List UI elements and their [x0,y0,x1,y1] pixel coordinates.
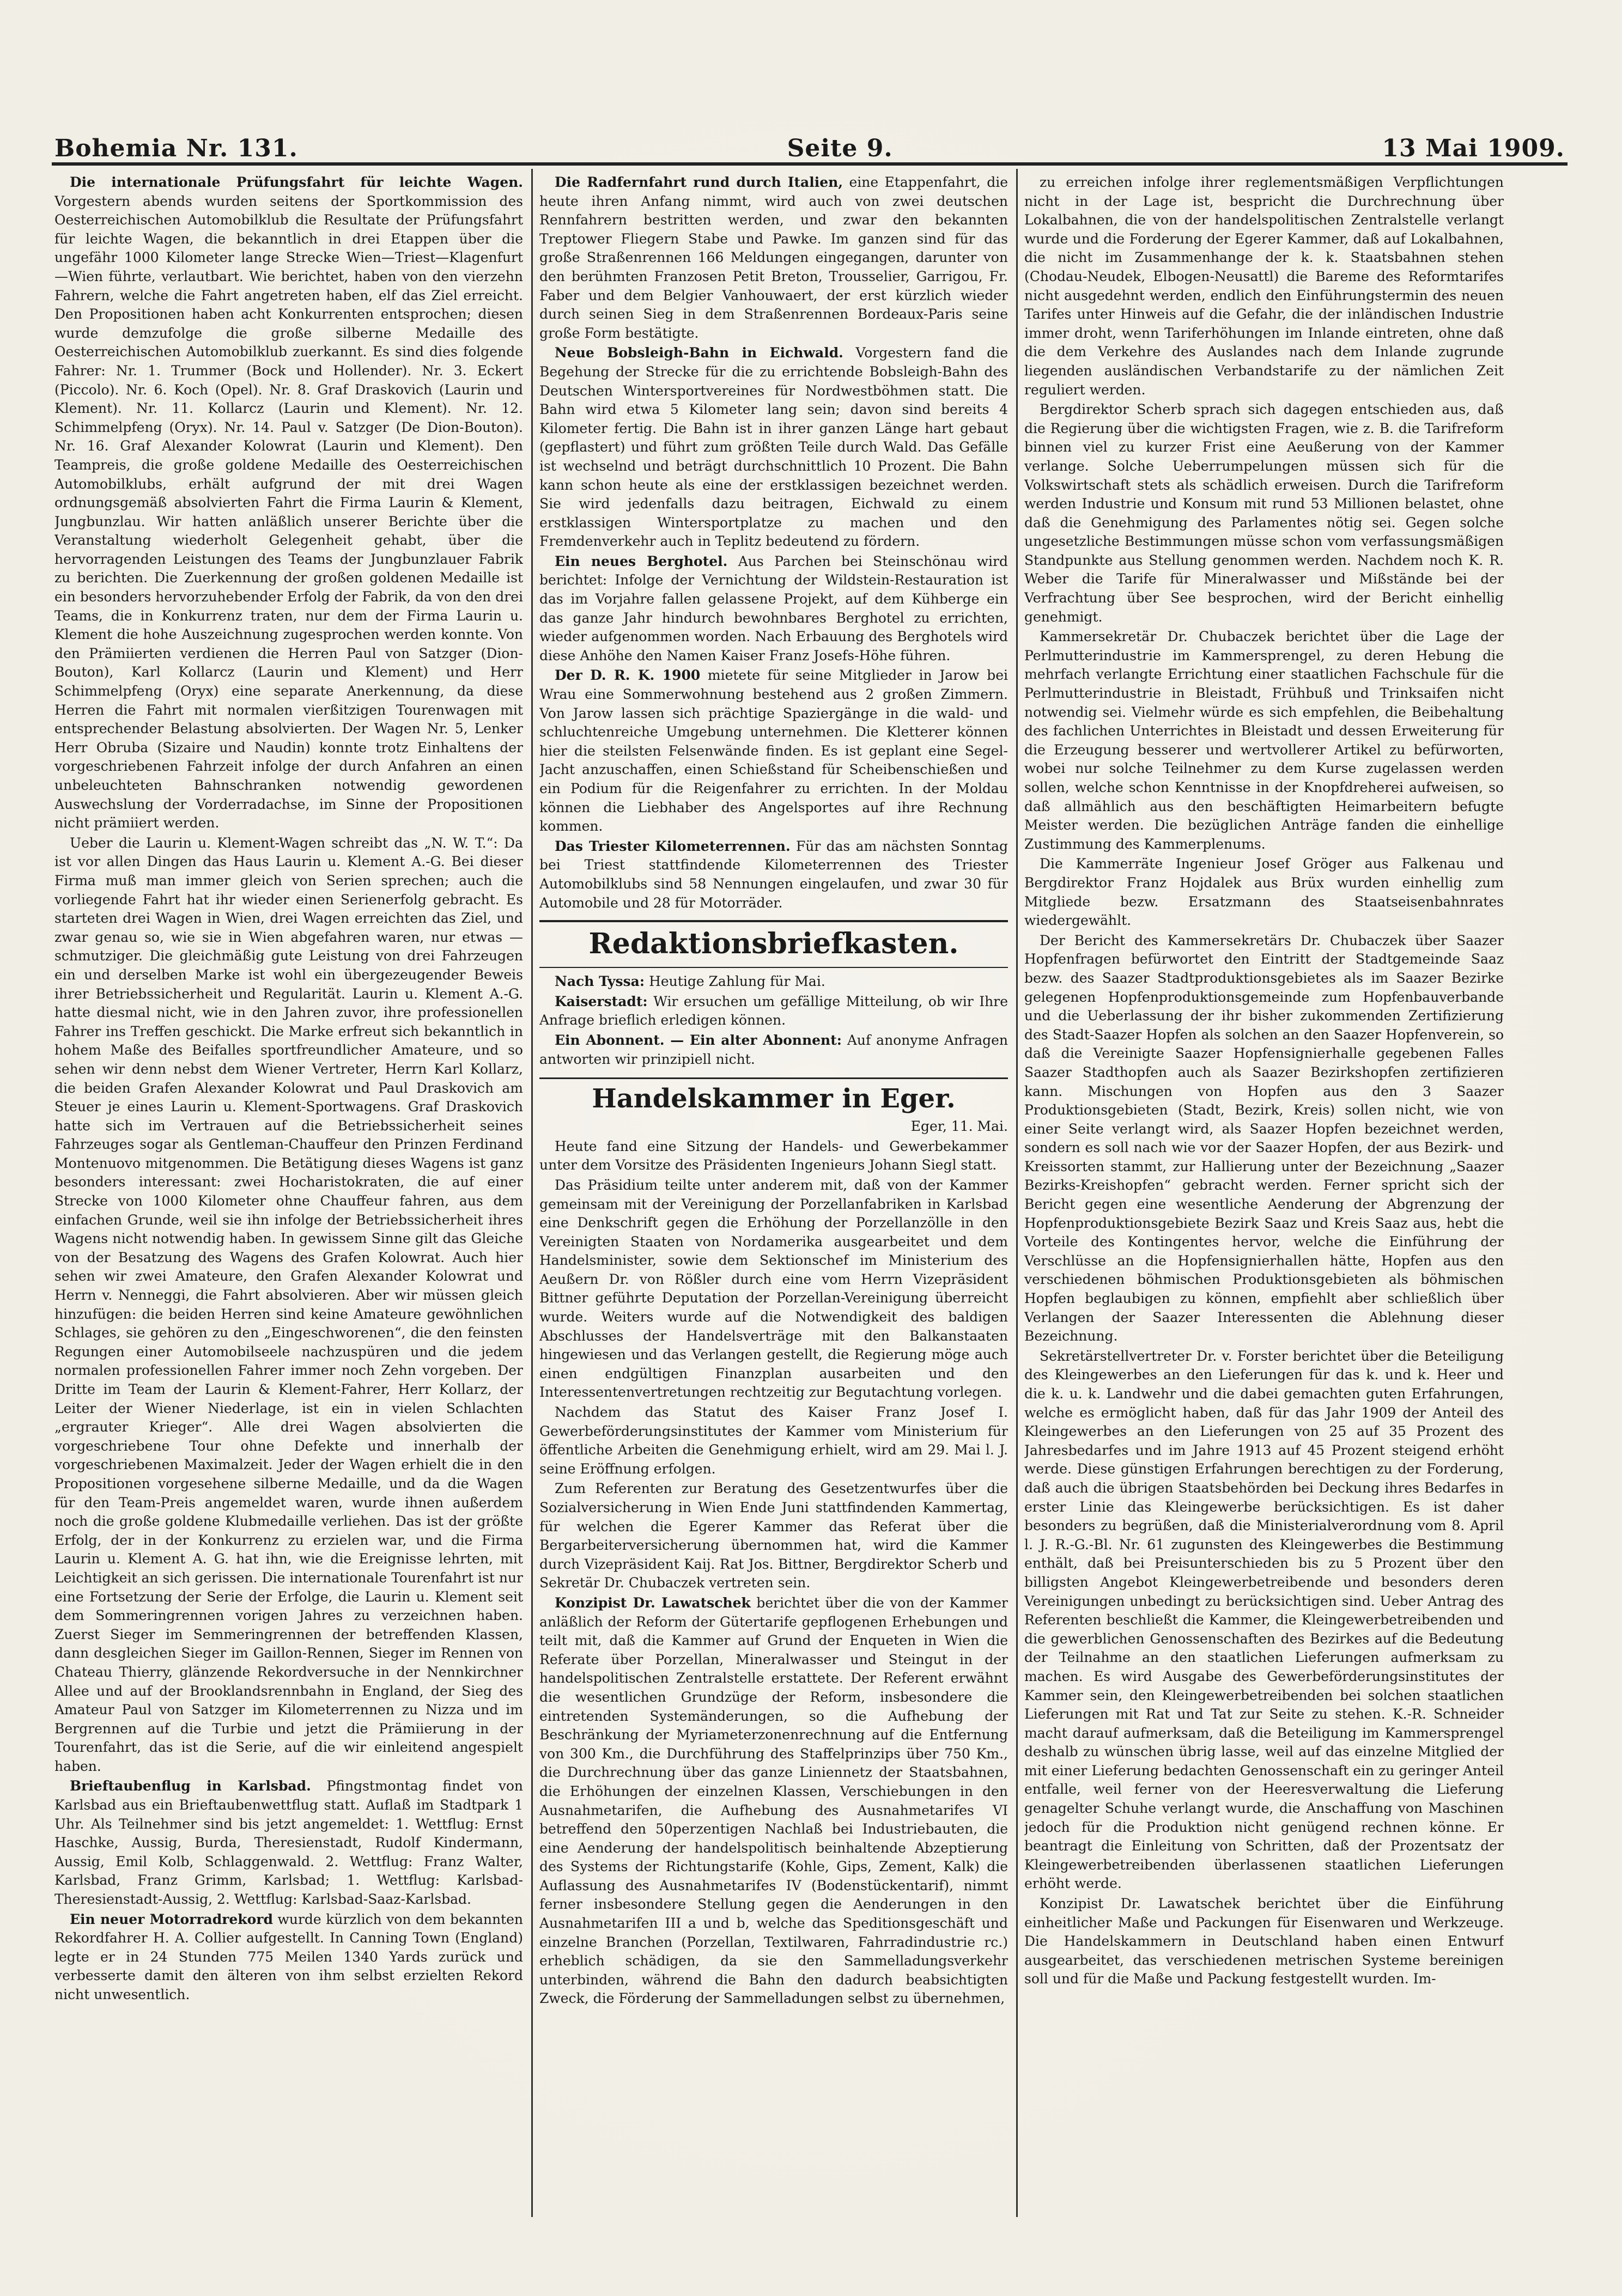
article-headline: Kaiserstadt: [555,993,648,1009]
section-heading: Redaktionsbriefkasten. [539,920,1008,968]
article-paragraph [1024,173,1504,399]
article-text: Kammersekretär Dr. Chubaczek berichtet über die Lage der Perlmutterindustrie im Kammersprengel, zu deren Hebung die mehrfach verlangte Errichtung einer staatlichen Fachschule für die Perlmutterindustrie in Bleistadt, Frühbuß und Trinksaifen nicht notwendig sei. Vielmehr würde es sich empfehlen, die Beibehaltung des fachlichen Unterrichtes in Bleistadt und dessen Erweiterung für die Erzeugung besserer und wertvollerer Artikel zu befürworten, wobei nur solche Teilnehmer zu dem Kurse zugelassen werden sollen, welche schon Kenntnisse in der Knopfdreherei aufweisen, so daß allmählich aus den beschäftigten Heimarbeitern befugte Meister werden. Die bezüglichen Anträge fanden die einhellige Zustimmung des Kammerplenums. [1024,629,1504,852]
article-text: Pfingstmontag findet von Karlsbad aus ein Brieftaubenwettflug statt. Auflaß im Stadtpark 1 Uhr. Als Teilnehmer sind bis jetzt angemeldet: 1. Wettflug: Ernst Haschke, Aussig, Burda, Theresienstadt, Rudolf Kindermann, Aussig, Emil Kolb, Schlaggenwald. 2. Wettflug: Franz Walter, Karlsbad, Franz Grimm, Karlsbad; 1. Wettflug: Karlsbad-Theresienstadt-Aussig, 2. Wettflug: Karlsbad-Saaz-Karlsbad. [54,1778,523,1908]
article-text: Ueber die Laurin u. Klement-Wagen schreibt das „N. W. T.“: Da ist vor allen Dingen das Haus Laurin u. Klement A.-G. Bei dieser Firma muß man immer gleich von Serien sprechen; auch die vorliegende Fahrt hat ihr wieder einen Serienerfolg gebracht. Es starteten drei Wagen in Wien, drei Wagen erreichten das Ziel, und zwar genau so, wie sie in Wien abgefahren waren, nur etwas — schmutziger. Die gleichmäßig gute Leistung von drei Fahrzeugen ein und derselben Marke ist wohl ein übergezeugender Beweis ihrer Betriebssicherheit und Regularität. Laurin u. Klement A.-G. hatte diesmal nicht, wie in den Jahren zuvor, ihre professionellen Fahrer ins Treffen geschickt. Die Marke erfreut sich bekanntlich in hohem Maße des Beifalles sportfreundlicher Amateure, und so sehen wir denn nebst dem Wiener Vertreter, Herrn Karl Kollarz, die beiden Grafen Alexander Kolowrat und Paul Draskovich am Steuer je eines Laurin u. Klement-Sportwagens. Graf Draskovich hatte sich im Vertrauen auf die Betriebssicherheit seines Fahrzeuges sogar als Gentleman-Chauffeur den Prinzen Ferdinand Montenuovo mitgenommen. Die Betätigung dieses Wagens ist ganz besonders interessant: zwei Hocharistokraten, die auf einer Strecke von 1000 Kilometer ohne Chauffeur fahren, aus dem einfachen Grunde, weil sie ihn infolge der Betriebssicherheit ihres Wagens nicht notwendig haben. In gewissem Sinne gilt das Gleiche von der Besatzung des Wagens des Grafen Kolowrat. Auch hier sehen wir zwei Amateure, den Grafen Alexander Kolowrat und Herrn v. Nenneggi, die Fahrt absolvieren. Aber wir müssen gleich hinzufügen: die beiden Herren sind keine Amateure gewöhnlichen Schlages, sie gehören zu den „Eingeschworenen“, die den feinsten Regungen einer Automobilseele nachzuspüren und die jedem normalen professionellen Fahrer immer noch Zehn vorgeben. Der Dritte im Team der Laurin & Klement-Fahrer, Herr Kollarz, der Leiter der Wiener Niederlage, ist ein in vielen Schlachten „ergrauter Krieger“. Alle drei Wagen absolvierten die vorgeschriebene Tour ohne Defekte und innerhalb der vorgeschriebenen Maximalzeit. Jeder der Wagen erhielt die in den Propositionen vorgesehene silberne Medaille, und da die Wagen für den Team-Preis angemeldet waren, wurde ihnen außerdem noch die große goldene Klubmedaille verliehen. Das ist der größte Erfolg, der in der Konkurrenz zu erzielen war, und die Firma Laurin u. Klement A. G. hat ihn, wie die Ereignisse lehrten, mit Leichtigkeit an sich gerissen. Die internationale Tourenfahrt ist nur eine Fortsetzung der Serie der Erfolge, die Laurin u. Klement seit dem Sommeringrennen vorigen Jahres zu verzeichnen haben. Zuerst Sieger im Semmeringrennen der betreffenden Klassen, dann desgleichen Sieger im Gaillon-Rennen, Sieger im Rennen von Chateau Thierry, glänzende Rekordversuche in der Nennkirchner Allee und auf der Brooklandsrennbahn in England, der Sieg des Amateur Paul von Satzger im Kilometerrennen zu Nizza und im Bergrennen auf die Turbie und jetzt die Prämiierung in der Tourenfahrt, das ist die Serie, auf die wir einleitend angespielt haben. [54,835,523,1774]
article-paragraph [539,972,1008,991]
article-paragraph [539,992,1008,1030]
article-text: Der Bericht des Kammersekretärs Dr. Chubaczek über Saazer Hopfenfragen befürwortet den Eintritt der Stadtgemeinde Saaz bezw. des Saazer Stadtproduktionsgebietes als im Saazer Bezirke gelegenen Hopfenproduktionsgemeinde zum Hopfenbauverbande und die Ueberlassung der ihr bisher zukommenden Zertifizierung des Stadt-Saazer Hopfen als solchen an den Saazer Hopfenverein, so daß die Vereinigte Saazer Hopfensignierhalle gegebenen Falles Saazer Stadthopfen auch als Saazer Bezirkshopfen zertifizieren kann. Mischungen von Hopfen aus den 3 Saazer Produktionsgebieten (Stadt, Bezirk, Kreis) sollen nicht, wie von einer Seite verlangt wird, als Saazer Hopfen bezeichnet werden, sondern es soll nach wie vor der Saazer Hopfen, der aus Bezirk- und Kreissorten stammt, zur Hallierung unter der Bezeichnung „Saazer Bezirks-Kreishopfen“ gebracht werden. Ferner spricht sich der Bericht gegen eine wesentliche Aenderung der Abgrenzung der Hopfenproduktionsgebiete Bezirk Saaz und Kreis Saaz aus, hebt die Vorteile des Kontingentes hervor, welche die Einführung der Verschlüsse an die Hopfensignierhallen hätte, Hopfen aus den verschiedenen böhmischen Produktionsgebieten als böhmischen Hopfen beglaubigen zu können, empfiehlt aber schließlich über Verlangen der Saazer Interessenten die Ablehnung dieser Bezeichnung. [1024,932,1504,1344]
article-paragraph [54,173,523,833]
column-rule [1016,169,1018,2217]
article-text: Auf anonyme Anfragen antworten wir prinzipiell nicht. [539,1032,1008,1067]
article-paragraph [1024,628,1504,854]
column-rule [531,169,533,2217]
article-text: Aus Parchen bei Steinschönau wird berichtet: Infolge der Vernichtung der Wildstein-Restauration ist das im Vorjahre fallen gelassene Projekt, auf dem Kühberge ein das ganze Jahr hindurch bewohnbares Berghotel zu errichten, wieder aufgenommen worden. Nach Erbauung des Berghotels wird diese Anhöhe den Namen Kaiser Franz Josefs-Höhe führen. [539,553,1008,663]
header-right: 13 Mai 1909. [1382,135,1565,162]
article-text: Zum Referenten zur Beratung des Gesetzentwurfes über die Sozialversicherung in Wien Ende Juni stattfindenden Kammertag, für welchen die Egerer Kammer das Referat über die Bergarbeiterversicherung übernommen hat, wird die Kammer durch Vizepräsident Kaij. Rat Jos. Bittner, Bergdirektor Scherb und Sekretär Dr. Chubaczek vertreten sein. [539,1481,1008,1591]
article-paragraph [1024,931,1504,1346]
article-headline: Die internationale Prüfungsfahrt für leichte Wagen. [70,174,523,190]
header-center: Seite 9. [787,135,893,162]
article-paragraph [539,1403,1008,1478]
article-text: Heutige Zahlung für Mai. [649,973,825,990]
article-text: Wir ersuchen um gefällige Mitteilung, ob wir Ihre Anfrage brieflich erledigen können. [539,993,1008,1028]
article-paragraph [54,1777,523,1909]
article-paragraph [54,1910,523,2005]
article-text: eine Etappenfahrt, die heute ihren Anfang nimmt, wird auch von zwei deutschen Rennfahrern bestritten werden, und zwar den bekannten Treptower Fliegern Stabe und Pawke. Im ganzen sind für das große Straßenrennen 166 Meldungen eingegangen, darunter von den berühmten Franzosen Petit Breton, Trousselier, Garrigou, Fr. Faber und dem Belgier Vanhouwaert, der erst kürzlich wieder durch seinen Sieg in dem Straßenrennen Bordeaux-Paris seine große Form bestätigte. [539,174,1008,341]
article-paragraph [1024,1895,1504,1989]
article-text: zu erreichen infolge ihrer reglementsmäßigen Verpflichtungen nicht in der Lage ist, bespricht die Durchrechnung über Lokalbahnen, die von der handelspolitischen Zentralstelle verlangt wurde und die Forderung der Egerer Kammer, daß auf Lokalbahnen, die nicht im Zusammenhange der k. k. Staatsbahnen stehen (Chodau-Neudek, Elbogen-Neusattl) die Bareme des Reformtarifes nicht ausgedehnt werden, endlich den Einführungstermin des neuen Tarifes unter Hinweis auf die Gefahr, die der inländischen Industrie immer droht, wenn Tariferhöhungen im Inlande eintreten, ohne daß die dem Verkehre des Auslandes nach dem Inlande zugrunde liegenden ausländischen Verbandstarife zu der nämlichen Zeit reguliert werden. [1024,174,1504,398]
column-1 [54,173,523,2210]
header-left: Bohemia Nr. 131. [54,135,298,162]
article-text: Das Präsidium teilte unter anderem mit, daß von der Kammer gemeinsam mit der Vereinigung der Porzellanfabriken in Karlsbad eine Denkschrift gegen die Erhöhung der Porzellanzölle in den Vereinigten Staaten von Nordamerika ausgearbeitet und dem Handelsminister, sowie dem Sektionschef im Ministerium des Aeußern Dr. von Rößler durch eine vom Herrn Vizepräsident Bittner geführte Deputation der Porzellan-Vereinigung überreicht wurde. Weiters wurde auf die Notwendigkeit des baldigen Abschlusses der Handelsverträge mit den Balkanstaaten hingewiesen und das Verlangen gestellt, die Regierung möge auch einen endgültigen Finanzplan ausarbeiten und den Interessentenvertretungen rechtzeitig zur Begutachtung vorlegen. [539,1177,1008,1400]
article-text: Vorgestern abends wurden seitens der Sportkommission des Oesterreichischen Automobilklub die Resultate der Prüfungsfahrt für leichte Wagen, die bekanntlich in drei Etappen über die ungefähr 1000 Kilometer lange Strecke Wien—Triest—Klagenfurt—Wien führte, verlautbart. Wie berichtet, haben von den vierzehn Fahrern, welche die Fahrt angetreten haben, elf das Ziel erreicht. Den Propositionen haben acht Konkurrenten entsprochen; diesen wurde demzufolge die große silberne Medaille des Oesterreichischen Automobilklub zuerkannt. Es sind dies folgende Fahrer: Nr. 1. Trummer (Bock und Hollender). Nr. 3. Eckert (Piccolo). Nr. 6. Koch (Opel). Nr. 8. Graf Draskovich (Laurin und Klement). Nr. 11. Kollarcz (Laurin und Klement). Nr. 12. Schimmelpfeng (Oryx). Nr. 14. Paul v. Satzger (De Dion-Bouton). Nr. 16. Graf Alexander Kolowrat (Laurin und Klement). Den Teampreis, die große goldene Medaille des Oesterreichischen Automobilklubs, erhält aufgrund der mit drei Wagen ordnungsgemäß absolvierten Fahrt die Firma Laurin & Klement, Jungbunzlau. Wir hatten anläßlich unserer Berichte über die Veranstaltung wiederholt Gelegenheit gehabt, über die hervorragenden Leistungen des Teams der Jungbunzlauer Fabrik zu berichten. Die Zuerkennung der großen goldenen Medaille ist ein besonders hervorzuhebender Erfolg der Fabrik, da von den drei Teams, die in Konkurrenz traten, nur dem der Firma Laurin u. Klement die hohe Auszeichnung zugesprochen werden konnte. Von den Prämiierten verdienen die Herren Paul von Satzger (Dion-Bouton), Karl Kollarcz (Laurin und Klement) und Herr Schimmelpfeng (Oryx) eine separate Anerkennung, da diese Herren die Fahrt mit normalen vierßitzigen Tourenwagen mit entsprechender Belastung absolvierten. Der Wagen Nr. 5, Lenker Herr Obruba (Sizaire und Naudin) konnte trotz Einhaltens der vorgeschriebenen Fahrzeit infolge der durch Anfahren an einen unbeleuchteten Bahnschranken notwendig gewordenen Auswechslung der Vorderradachse, im Sinne der Propositionen nicht prämiiert werden. [54,193,523,831]
article-paragraph [1024,400,1504,626]
article-text: Für das am nächsten Sonntag bei Triest stattfindende Kilometerrennen des Triester Automobilklubs sind 58 Nennungen eingelaufen, und zwar 30 für Automobile und 28 für Motorräder. [539,838,1008,911]
article-paragraph [539,1031,1008,1069]
article-headline: Der D. R. K. 1900 [555,667,701,684]
article-text: Konzipist Dr. Lawatschek berichtet über die Einführung einheitlicher Maße und Packungen für Eisenwaren und Werkzeuge. Die Handelskammern in Deutschland haben einen Entwurf ausgearbeitet, das verschiedenen metrischen Systeme bereinigen soll und für die Maße und Packung festgestellt wurden. Im- [1024,1896,1504,1987]
article-paragraph [539,837,1008,912]
article-headline: Konzipist Dr. Lawatschek [555,1594,751,1611]
article-text: Vorgestern fand die Begehung der Strecke für die zu errichtende Bobsleigh-Bahn des Deutschen Wintersportvereines für Nordwestböhmen statt. Die Bahn wird etwa 5 Kilometer lang sein; davon sind bereits 4 Kilometer fertig. Die Bahn ist in ihrer ganzen Länge hart gebaut (gepflastert) und führt zum größten Teile durch Wald. Das Gefälle ist wechselnd und beträgt durchschnittlich 10 Prozent. Die Bahn kann schon heute als eine der erstklassigen bezeichnet werden. Sie wird jedenfalls dazu beitragen, Eichwald zu einem erstklassigen Wintersportplatze zu machen und den Fremdenverkehr auch in Teplitz bedeutend zu fördern. [539,345,1008,550]
article-paragraph [539,1594,1008,2008]
article-paragraph [1024,855,1504,930]
article-text: mietete für seine Mitglieder in Jarow bei Wrau eine Sommerwohnung bestehend aus 2 großen Zimmern. Von Jarow lassen sich prächtige Spaziergänge in die wald- und schluchtenreiche Umgebung unternehmen. Die Kletterer können hier die steilsten Felsenwände finden. Es ist geplant eine Segel-Jacht anzuschaffen, einen Schießstand für Scheibenschießen und ein Podium für die Reigenfahrer zu errichten. In der Moldau können die Liebhaber des Angelsportes auf ihre Rechnung kommen. [539,667,1008,835]
article-paragraph [539,1479,1008,1593]
article-headline: Nach Tyssa: [555,973,645,990]
article-text: berichtet über die von der Kammer anläßlich der Reform der Gütertarife gepflogenen Erhebungen und teilt mit, daß die Kammer auf Grund der Enqueten in Wien die Referate über Porzellan, Mineralwasser und Steingut in der handelspolitischen Zentralstelle erstattete. Der Referent erwähnt die wesentlichen Grundzüge der Reform, insbesondere die eintretenden Systemänderungen, so die Aufhebung der Beschränkung der Myriameterzonenrechnung auf die Entfernung von 300 Km., die Durchführung des Staffelprinzips über 750 Km., die Durchrechnung über das ganze Liniennetz der Staatsbahnen, die Erhöhungen der einzelnen Klassen, Verschiebungen in den Ausnahmetarifen, die Aufhebung des Ausnahmetarifes VI betreffend den 50perzentigen Nachlaß bei Industriebauten, die eine Aenderung der handelspolitisch beinhaltende Abzeptierung des Systems der Richtungstarife (Kohle, Gips, Zement, Kalk) die Auflassung des Ausnahmetarifes IV (Bodenstückentarif), nimmt ferner insbesondere Stellung gegen die Aenderungen in den Ausnahmetarifen III a und b, welche das Speditionsgeschäft und einzelne Branchen (Porzellan, Textilwaren, Fahrradindustrie rc.) erheblich schädigen, da sie den Sammelladungsverkehr unterbinden, während die Bahn den dadurch beabsichtigten Zweck, die Förderung der Sammelladungen selbst zu übernehmen, [539,1594,1008,2007]
article-headline: Das Triester Kilometerrennen. [555,838,791,854]
article-text: Sekretärstellvertreter Dr. v. Forster berichtet über die Beteiligung des Kleingewerbes an den Lieferungen für das k. und k. Heer und die k. u. k. Landwehr und die dabei gemachten guten Erfahrungen, welche es ermöglicht haben, daß für das Jahr 1909 der Anteil des Kleingewerbes an den Lieferungen von 25 auf 35 Prozent des Jahresbedarfes und im Jahre 1913 auf 45 Prozent steigend erhöht werde. Diese günstigen Erfahrungen berechtigen zu der Forderung, daß auch die übrigen Staatsbehörden bei Deckung ihres Bedarfes in erster Linie das Kleingewerbe berücksichtigen. Es ist daher besonders zu begrüßen, daß die Ministerialverordnung vom 8. April l. J. R.-G.-Bl. Nr. 61 zugunsten des Kleingewerbes die Bestimmung enthält, daß bei Preisunterschieden bis zu 5 Prozent über den billigsten Angebot Kleingewerbetreibende und besonders deren Vereinigungen unbedingt zu berücksichtigen sind. Ueber Antrag des Referenten beschließt die Kammer, die Kleingewerbetreibenden und die gewerblichen Genossenschaften des Bezirkes auf die Bedeutung der Teilnahme an den staatlichen Lieferungen aufmerksam zu machen. Es wird Ausgabe des Gewerbeförderungsinstitutes der Kammer sein, den Kleingewerbetreibenden bei solchen staatlichen Lieferungen mit Rat und Tat zur Seite zu stehen. K.-R. Schneider macht darauf aufmerksam, daß die Beteiligung im Kammersprengel deshalb zu wünschen übrig lasse, weil auf das einzelne Mitglied der mit einer Lieferung bedachten Genossenschaft ein zu geringer Anteil entfalle, weil ferner von der Heeresverwaltung die Lieferung genagelter Schuhe verlangt wurde, die Anschaffung von Maschinen jedoch für die Produktion nicht genügend rechnen könne. Er beantragt die Einleitung von Schritten, daß der Prozentsatz der Kleingewerbetreibenden überlassenen staatlichen Lieferungen erhöht werde. [1024,1348,1504,1892]
article-headline: Die Radfernfahrt rund durch Italien, [555,174,843,190]
column-3 [1024,173,1504,2210]
article-paragraph [539,1176,1008,1402]
article-text: wurde kürzlich von dem bekannten Rekordfahrer H. A. Collier aufgestellt. In Canning Town (England) legte er in 24 Stunden 775 Meilen 1340 Yards zurück und verbesserte damit den älteren von ihm selbst erzielten Rekord nicht unwesentlich. [54,1911,523,2002]
header-rule [52,162,1568,166]
dateline: Eger, 11. Mai. [910,1118,1008,1135]
article-paragraph [54,834,523,1776]
article-paragraph [539,173,1008,343]
article-paragraph [1024,1347,1504,1893]
article-paragraph [539,344,1008,551]
article-text: Heute fand eine Sitzung der Handels- und Gewerbekammer unter dem Vorsitze des Präsidenten Ingenieurs Johann Siegl statt. [539,1138,1008,1173]
article-headline: Brieftaubenflug in Karlsbad. [70,1778,311,1794]
section-heading: Handelskammer in Eger. [539,1077,1008,1114]
article-text: Nachdem das Statut des Kaiser Franz Josef I. Gewerbeförderungsinstitutes der Kammer vom Ministerium für öffentliche Arbeiten die Genehmigung erhielt, wird am 29. Mai l. J. seine Eröffnung erfolgen. [539,1404,1008,1477]
article-headline: Ein neues Berghotel. [555,553,728,569]
article-headline: Ein neuer Motorradrekord [70,1911,273,1927]
article-headline: Neue Bobsleigh-Bahn in Eichwald. [555,345,843,361]
page-header [54,119,1565,162]
article-text: Die Kammerräte Ingenieur Josef Gröger aus Falkenau und Bergdirektor Franz Hojdalek aus Brüx wurden einhellig zum Mitgliede bezw. Ersatzmann des Staatseisenbahnrates wiedergewählt. [1024,856,1504,929]
column-2 [539,173,1008,2210]
article-paragraph [539,1137,1008,1175]
article-headline: Ein Abonnent. — Ein alter Abonnent: [555,1032,842,1048]
article-text: Bergdirektor Scherb sprach sich dagegen entschieden aus, daß die Regierung über die wichtigsten Fragen, wie z. B. die Tarifreform binnen viel zu kurzer Frist eine Aeußerung von der Kammer verlange. Solche Ueberrumpelungen müssen sich für die Volkswirtschaft stets als schädlich erweisen. Durch die Tarifreform werden Industrie und Konsum mit rund 53 Millionen belastet, ohne daß die Genehmigung des Parlamentes nötig sei. Gegen solche ungesetzliche Bestimmungen müsse schon vom verfassungsmäßigen Standpunkte aus Stellung genommen werden. Nachdem noch K. R. Weber die Tarife für Mineralwasser und Mißstände bei der Verfrachtung über See besprochen, wird der Bericht einhellig genehmigt. [1024,401,1504,625]
article-paragraph [539,666,1008,836]
article-paragraph [539,552,1008,666]
